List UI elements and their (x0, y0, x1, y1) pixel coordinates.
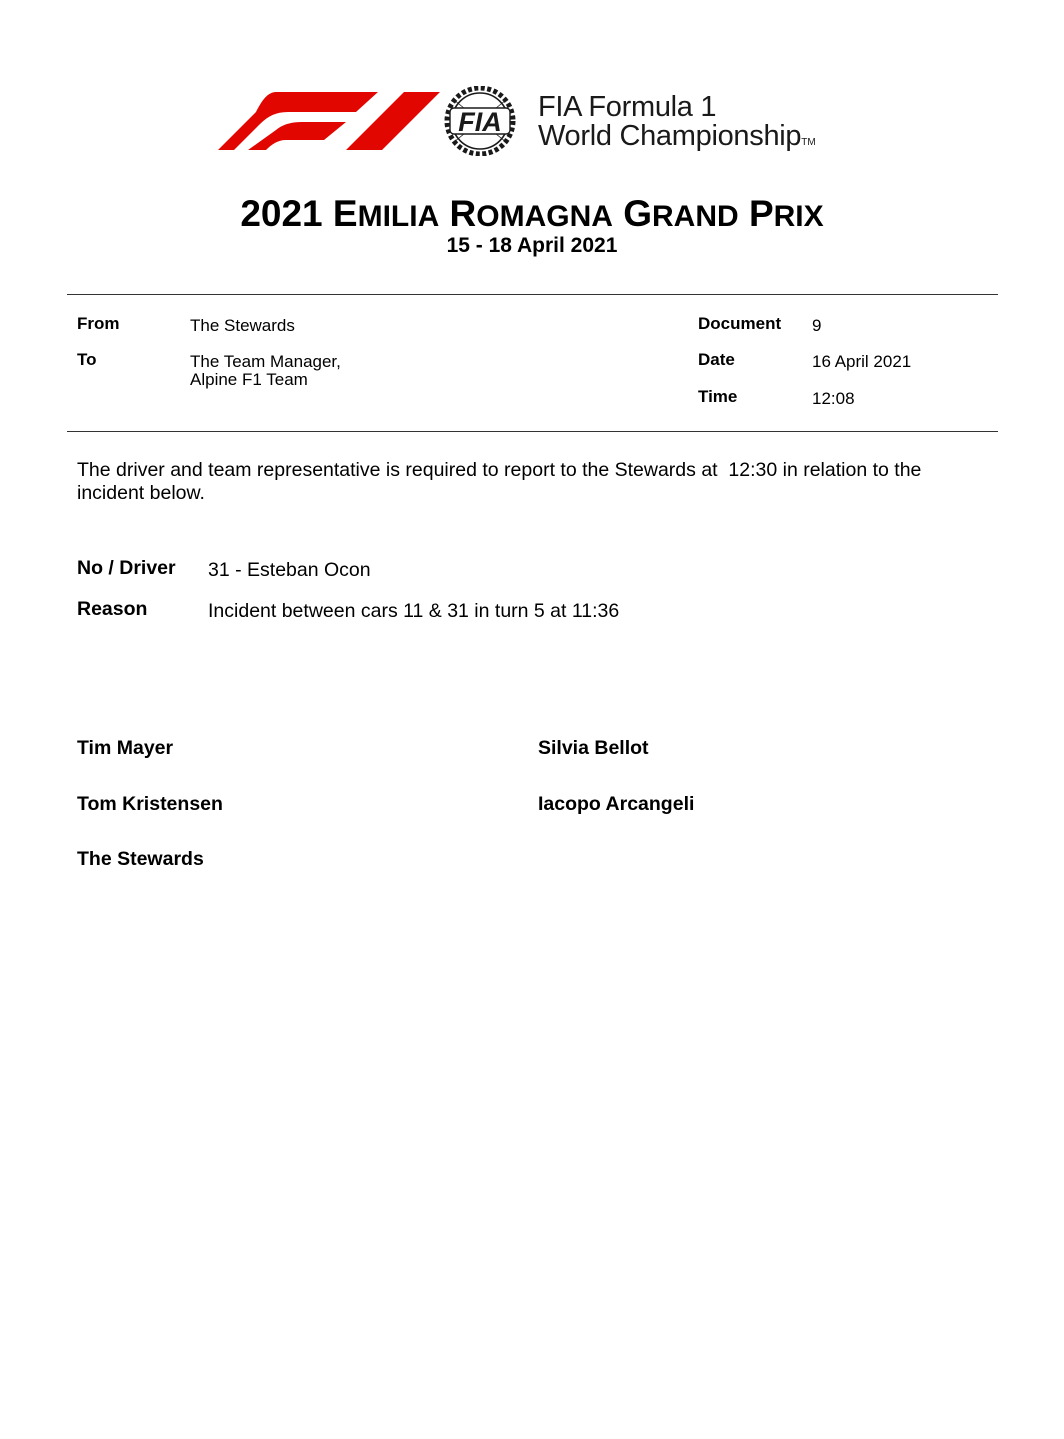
driver-value: 31 - Esteban Ocon (208, 559, 371, 581)
title-rest-prix: RIX (773, 200, 824, 233)
f1-logo-shapes (218, 92, 440, 150)
title-initial-grand: G (623, 193, 652, 234)
driver-label: No / Driver (77, 557, 176, 579)
title-initial-romagna: R (449, 193, 477, 234)
title-rest-emilia: MILIA (357, 200, 440, 233)
title-rest-grand: RAND (652, 200, 739, 233)
to-value-line-1: The Team Manager, (190, 352, 341, 371)
header-bottom-divider (67, 431, 998, 432)
time-label: Time (698, 387, 738, 406)
from-value: The Stewards (190, 316, 295, 335)
date-label: Date (698, 350, 735, 369)
title-rest-romagna: OMAGNA (476, 200, 613, 233)
trademark-mark: TM (801, 137, 816, 148)
header-top-divider (67, 294, 998, 295)
title-initial-prix: P (748, 193, 774, 234)
championship-name: World Championship (538, 120, 802, 152)
steward-name: Iacopo Arcangeli (538, 793, 695, 815)
steward-name: Silvia Bellot (538, 737, 649, 759)
fia-logo-text: FIA (458, 107, 502, 137)
f1-logo-icon (218, 92, 440, 150)
title-initial-emilia: E (332, 193, 358, 234)
document-number: 9 (812, 316, 822, 335)
document-label: Document (698, 314, 782, 333)
date-value: 16 April 2021 (812, 352, 912, 371)
event-year: 2021 (240, 193, 323, 234)
fia-logo-icon (436, 86, 524, 156)
event-title (0, 192, 1064, 239)
event-name (333, 193, 824, 234)
from-label: From (77, 314, 120, 333)
event-dates: 15 - 18 April 2021 (446, 234, 618, 257)
steward-name: Tom Kristensen (77, 793, 223, 815)
championship-line-2 (538, 121, 816, 158)
to-value-line-2: Alpine F1 Team (190, 370, 308, 389)
championship-line-1: FIA Formula 1 (538, 91, 717, 123)
signature-footer: The Stewards (77, 848, 204, 870)
time-value: 12:08 (812, 389, 855, 408)
reason-label: Reason (77, 598, 148, 620)
steward-name: Tim Mayer (77, 737, 174, 759)
reason-value: Incident between cars 11 & 31 in turn 5 at 11:36 (208, 600, 620, 622)
header-logo (218, 86, 868, 158)
to-label: To (77, 350, 97, 369)
summons-text: The driver and team representative is required to report to the Stewards at 12:30 in relation to the incident below. (77, 459, 927, 504)
